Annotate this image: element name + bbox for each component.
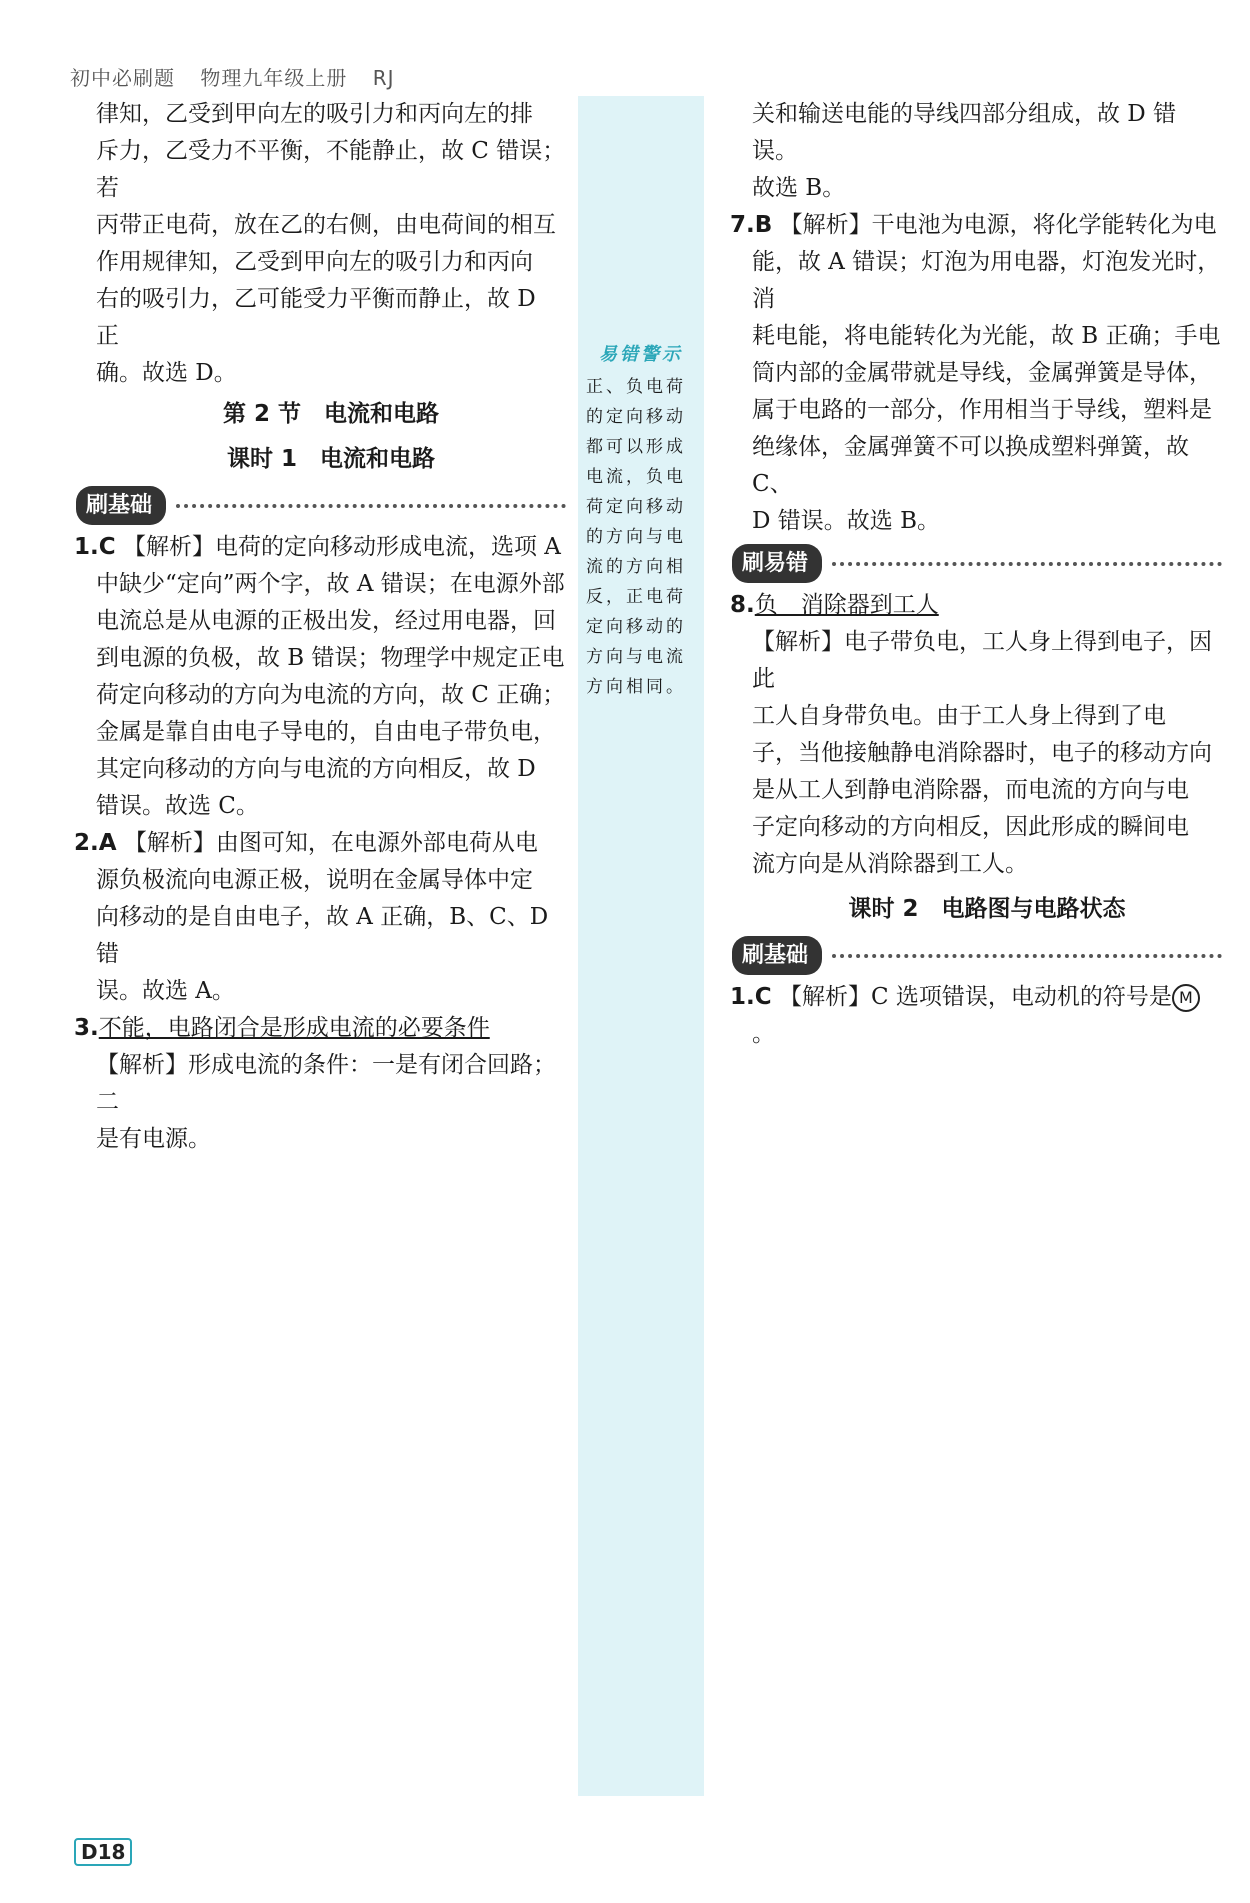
lesson-title: 课时 1 电流和电路 (226, 446, 435, 472)
text-line: 是从工人到静电消除器，而电流的方向与电 (752, 777, 1189, 803)
text-line: 筒内部的金属带就是导线，金属弹簧是导体， (752, 360, 1212, 386)
banner-label: 刷易错 (732, 544, 822, 583)
q-number: 3. (74, 1015, 99, 1041)
text-line: 荷定向移动的方向为电流的方向，故 C 正确； (96, 682, 566, 708)
q-answer: 负 消除器到工人 (754, 592, 939, 618)
question-7 (730, 207, 1222, 244)
q-answer: C (98, 534, 116, 560)
edition: RJ (372, 66, 395, 90)
question-8 (730, 587, 1222, 624)
section-title: 第 2 节 电流和电路 (222, 401, 440, 427)
text-line: 源负极流向电源正极，说明在金属导体中定 (96, 867, 533, 893)
side-note-text: 正、负电荷的定向移动都可以形成电流，负电荷定向移动的方向与电流的方向相反，正电荷定向移动的方向与电流方向相同。 (586, 377, 686, 697)
question-1 (74, 529, 566, 566)
text-line: 耗电能，将电能转化为光能，故 B 正确；手电 (752, 323, 1221, 349)
q-answer: A (98, 830, 117, 856)
q-number: 8. (730, 592, 755, 618)
banner-dots (832, 562, 1222, 566)
text-line: D 错误。故选 B。 (752, 508, 940, 534)
text-line: 金属是靠自由电子导电的，自由电子带负电， (96, 719, 556, 745)
right-column (730, 96, 1222, 1053)
subject-title: 物理九年级上册 (200, 66, 348, 90)
q-number: 1. (730, 984, 755, 1010)
text-line: 律知，乙受到甲向左的吸引力和丙向左的排 (96, 101, 533, 127)
q-number: 7. (730, 212, 755, 238)
text-line: 误。故选 A。 (96, 978, 235, 1004)
q-answer: 不能，电路闭合是形成电流的必要条件 (98, 1015, 490, 1041)
text-line: 【解析】C 选项错误，电动机的符号是 (778, 984, 1172, 1010)
text-line: 【解析】由图可知，在电源外部电荷从电 (123, 830, 538, 856)
banner-dots (176, 504, 566, 508)
text-line: 【解析】电荷的定向移动形成电流，选项 A (122, 534, 561, 560)
book-title: 初中必刷题 (70, 66, 175, 90)
practice-banner (732, 936, 1222, 975)
q-number: 2. (74, 830, 99, 856)
page-number: D18 (74, 1838, 132, 1866)
banner-dots (832, 954, 1222, 958)
lesson-title: 课时 2 电路图与电路状态 (848, 896, 1126, 922)
question-1: 1.C 【解析】C 选项错误，电动机的符号是 M。 (752, 979, 1222, 1053)
side-notes (578, 96, 704, 1796)
text-line: 流方向是从消除器到工人。 (752, 851, 1028, 877)
text-line: 绝缘体，金属弹簧不可以换成塑料弹簧，故 C、 (752, 434, 1189, 497)
text-line: 确。故选 D。 (96, 360, 237, 386)
banner-label: 刷基础 (732, 936, 822, 975)
text-line: 电流总是从电源的正极出发，经过用电器，回 (96, 608, 556, 634)
error-banner (732, 544, 1222, 583)
side-note-title: 易错警示 (599, 344, 683, 365)
text-line: 工人自身带负电。由于工人身上得到了电 (752, 703, 1166, 729)
text-line: 斥力，乙受力不平衡，不能静止，故 C 错误；若 (96, 138, 566, 201)
text-line: 【解析】干电池为电源，将化学能转化为电 (779, 212, 1217, 238)
running-header (70, 62, 413, 91)
text-line: 中缺少“定向”两个字，故 A 错误；在电源外部 (96, 571, 565, 597)
text-line: 向移动的是自由电子，故 A 正确，B、C、D 错 (96, 904, 549, 967)
left-column (74, 96, 566, 1158)
text-line: 【解析】形成电流的条件：一是有闭合回路；二 (96, 1052, 556, 1115)
text-line: 子，当他接触静电消除器时，电子的移动方向 (752, 740, 1212, 766)
q-number: 1. (74, 534, 99, 560)
text-line: 是有电源。 (96, 1126, 211, 1152)
text-line: 丙带正电荷，放在乙的右侧，由电荷间的相互 (96, 212, 556, 238)
text-line: 错误。故选 C。 (96, 793, 259, 819)
text-line: 子定向移动的方向相反，因此形成的瞬间电 (752, 814, 1189, 840)
text-line: 关和输送电能的导线四部分组成，故 D 错误。 (752, 101, 1177, 164)
q-answer: C (754, 984, 772, 1010)
banner-label: 刷基础 (76, 486, 166, 525)
question-3 (74, 1010, 566, 1047)
practice-banner (76, 486, 566, 525)
motor-symbol: M (1172, 984, 1200, 1012)
question-2 (74, 825, 566, 862)
text-line: 右的吸引力，乙可能受力平衡而静止，故 D 正 (96, 286, 536, 349)
text-line: 【解析】电子带负电，工人身上得到电子，因此 (752, 629, 1212, 692)
text-line: 作用规律知，乙受到甲向左的吸引力和丙向 (96, 249, 533, 275)
text-line: 能，故 A 错误；灯泡为用电器，灯泡发光时，消 (752, 249, 1221, 312)
text-line: 故选 B。 (752, 175, 846, 201)
text-line: 到电源的负极，故 B 错误；物理学中规定正电 (96, 645, 565, 671)
text-line: 其定向移动的方向与电流的方向相反，故 D (96, 756, 536, 782)
q-answer: B (754, 212, 773, 238)
text-line: 属于电路的一部分，作用相当于导线，塑料是 (752, 397, 1212, 423)
